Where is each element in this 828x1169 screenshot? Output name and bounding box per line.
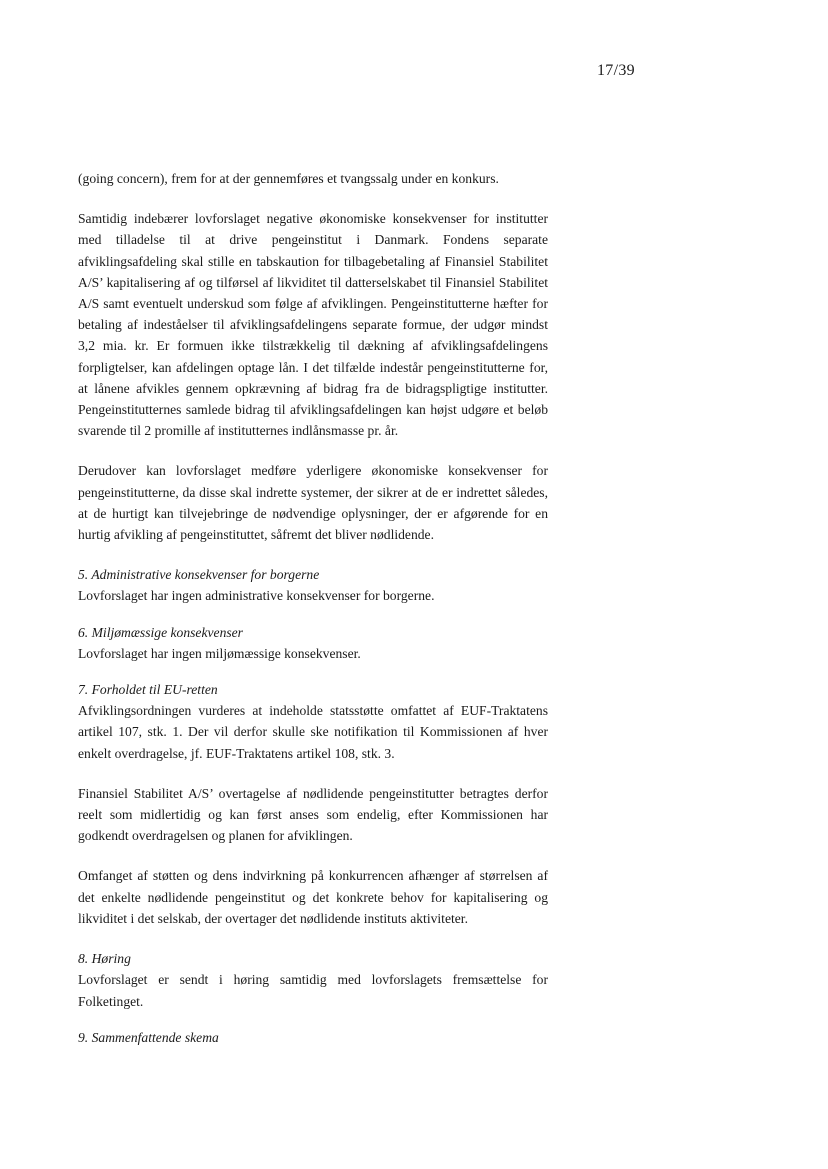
section-9 (78, 1027, 548, 1048)
section-8-text: Lovforslaget er sendt i høring samtidig med lovforslagets fremsættelse for Folketinget. (78, 972, 548, 1009)
section-7-paragraph-1: Afviklingsordningen vurderes at indeholde statsstøtte omfattet af EUF-Traktatens artikel 107, stk. 1. Der vil derfor skulle ske notifikation til Kommissionen af hver enkelt overdragelse, jf. EUF-Traktatens artikel 108, stk. 3. (78, 703, 548, 761)
section-9-heading: 9. Sammenfattende skema (78, 1029, 219, 1045)
section-7-paragraph-3: Omfanget af støtten og dens indvirkning på konkurrencen afhænger af størrelsen af det enkelte nødlidende pengeinstitut og det konkrete behov for kapitalisering og likviditet i det selskab, der overtager det nødlidende instituts aktiviteter. (78, 868, 548, 926)
section-6-text: Lovforslaget har ingen miljømæssige konsekvenser. (78, 645, 361, 661)
section-8 (78, 948, 548, 1012)
paragraph-going-concern: (going concern), frem for at der gennemføres et tvangssalg under en konkurs. (78, 171, 499, 186)
paragraph-negative-consequences: Samtidig indebærer lovforslaget negative økonomiske konsekvenser for institutter med tilladelse til at drive pengeinstitut i Danmark. Fondens separate afviklingsafdeling skal stille en tabskaution for tilbagebetaling af Finansiel Stabilitet A/S’ kapitalisering af og tilførsel af likviditet til datterselskabet til Finansiel Stabilitet A/S samt eventuelt underskud som følge af afviklingen. Pengeinstitutterne hæfter for betaling af indeståelser til afviklingsafdelingens separate formue, der udgør mindst 3,2 mia. kr. Er formuen ikke tilstrækkelig til dækning af afviklingsafdelingens forpligtelser, kan afdelingen optage lån. I det tilfælde indestår pengeinstitutterne for, at lånene afvikles gennem opkrævning af bidrag fra de bidragspligtige institutter. Pengeinstitutternes samlede bidrag til afviklingsafdelingen kan højst udgøre et beløb svarende til 2 promille af institutternes indlånsmasse pr. år. (78, 211, 548, 439)
section-7-heading: 7. Forholdet til EU-retten (78, 682, 218, 698)
section-5-heading: 5. Administrative konsekvenser for borgerne (78, 567, 320, 583)
section-8-heading: 8. Høring (78, 951, 131, 967)
section-5 (78, 564, 548, 606)
section-7 (78, 679, 548, 929)
document-body (78, 168, 548, 1063)
section-7-paragraph-2: Finansiel Stabilitet A/S’ overtagelse af nødlidende pengeinstitutter betragtes derfor reelt som midlertidig og kan først anses som endelig, efter Kommissionen har godkendt overdragelsen og planen for afviklingen. (78, 785, 548, 844)
paragraph-further-consequences: Derudover kan lovforslaget medføre yderligere økonomiske konsekvenser for pengeinstitutterne, da disse skal indrette systemer, der sikrer at de er indrettet således, at de hurtigt kan tilvejebringe de nødvendige oplysninger, der er afgørende for en hurtig afvikling af pengeinstituttet, såfremt det bliver nødlidende. (78, 463, 548, 543)
page-number: 17/39 (597, 62, 635, 79)
section-6 (78, 622, 548, 664)
section-6-heading: 6. Miljømæssige konsekvenser (78, 624, 243, 640)
section-5-text: Lovforslaget har ingen administrative konsekvenser for borgerne. (78, 588, 435, 604)
